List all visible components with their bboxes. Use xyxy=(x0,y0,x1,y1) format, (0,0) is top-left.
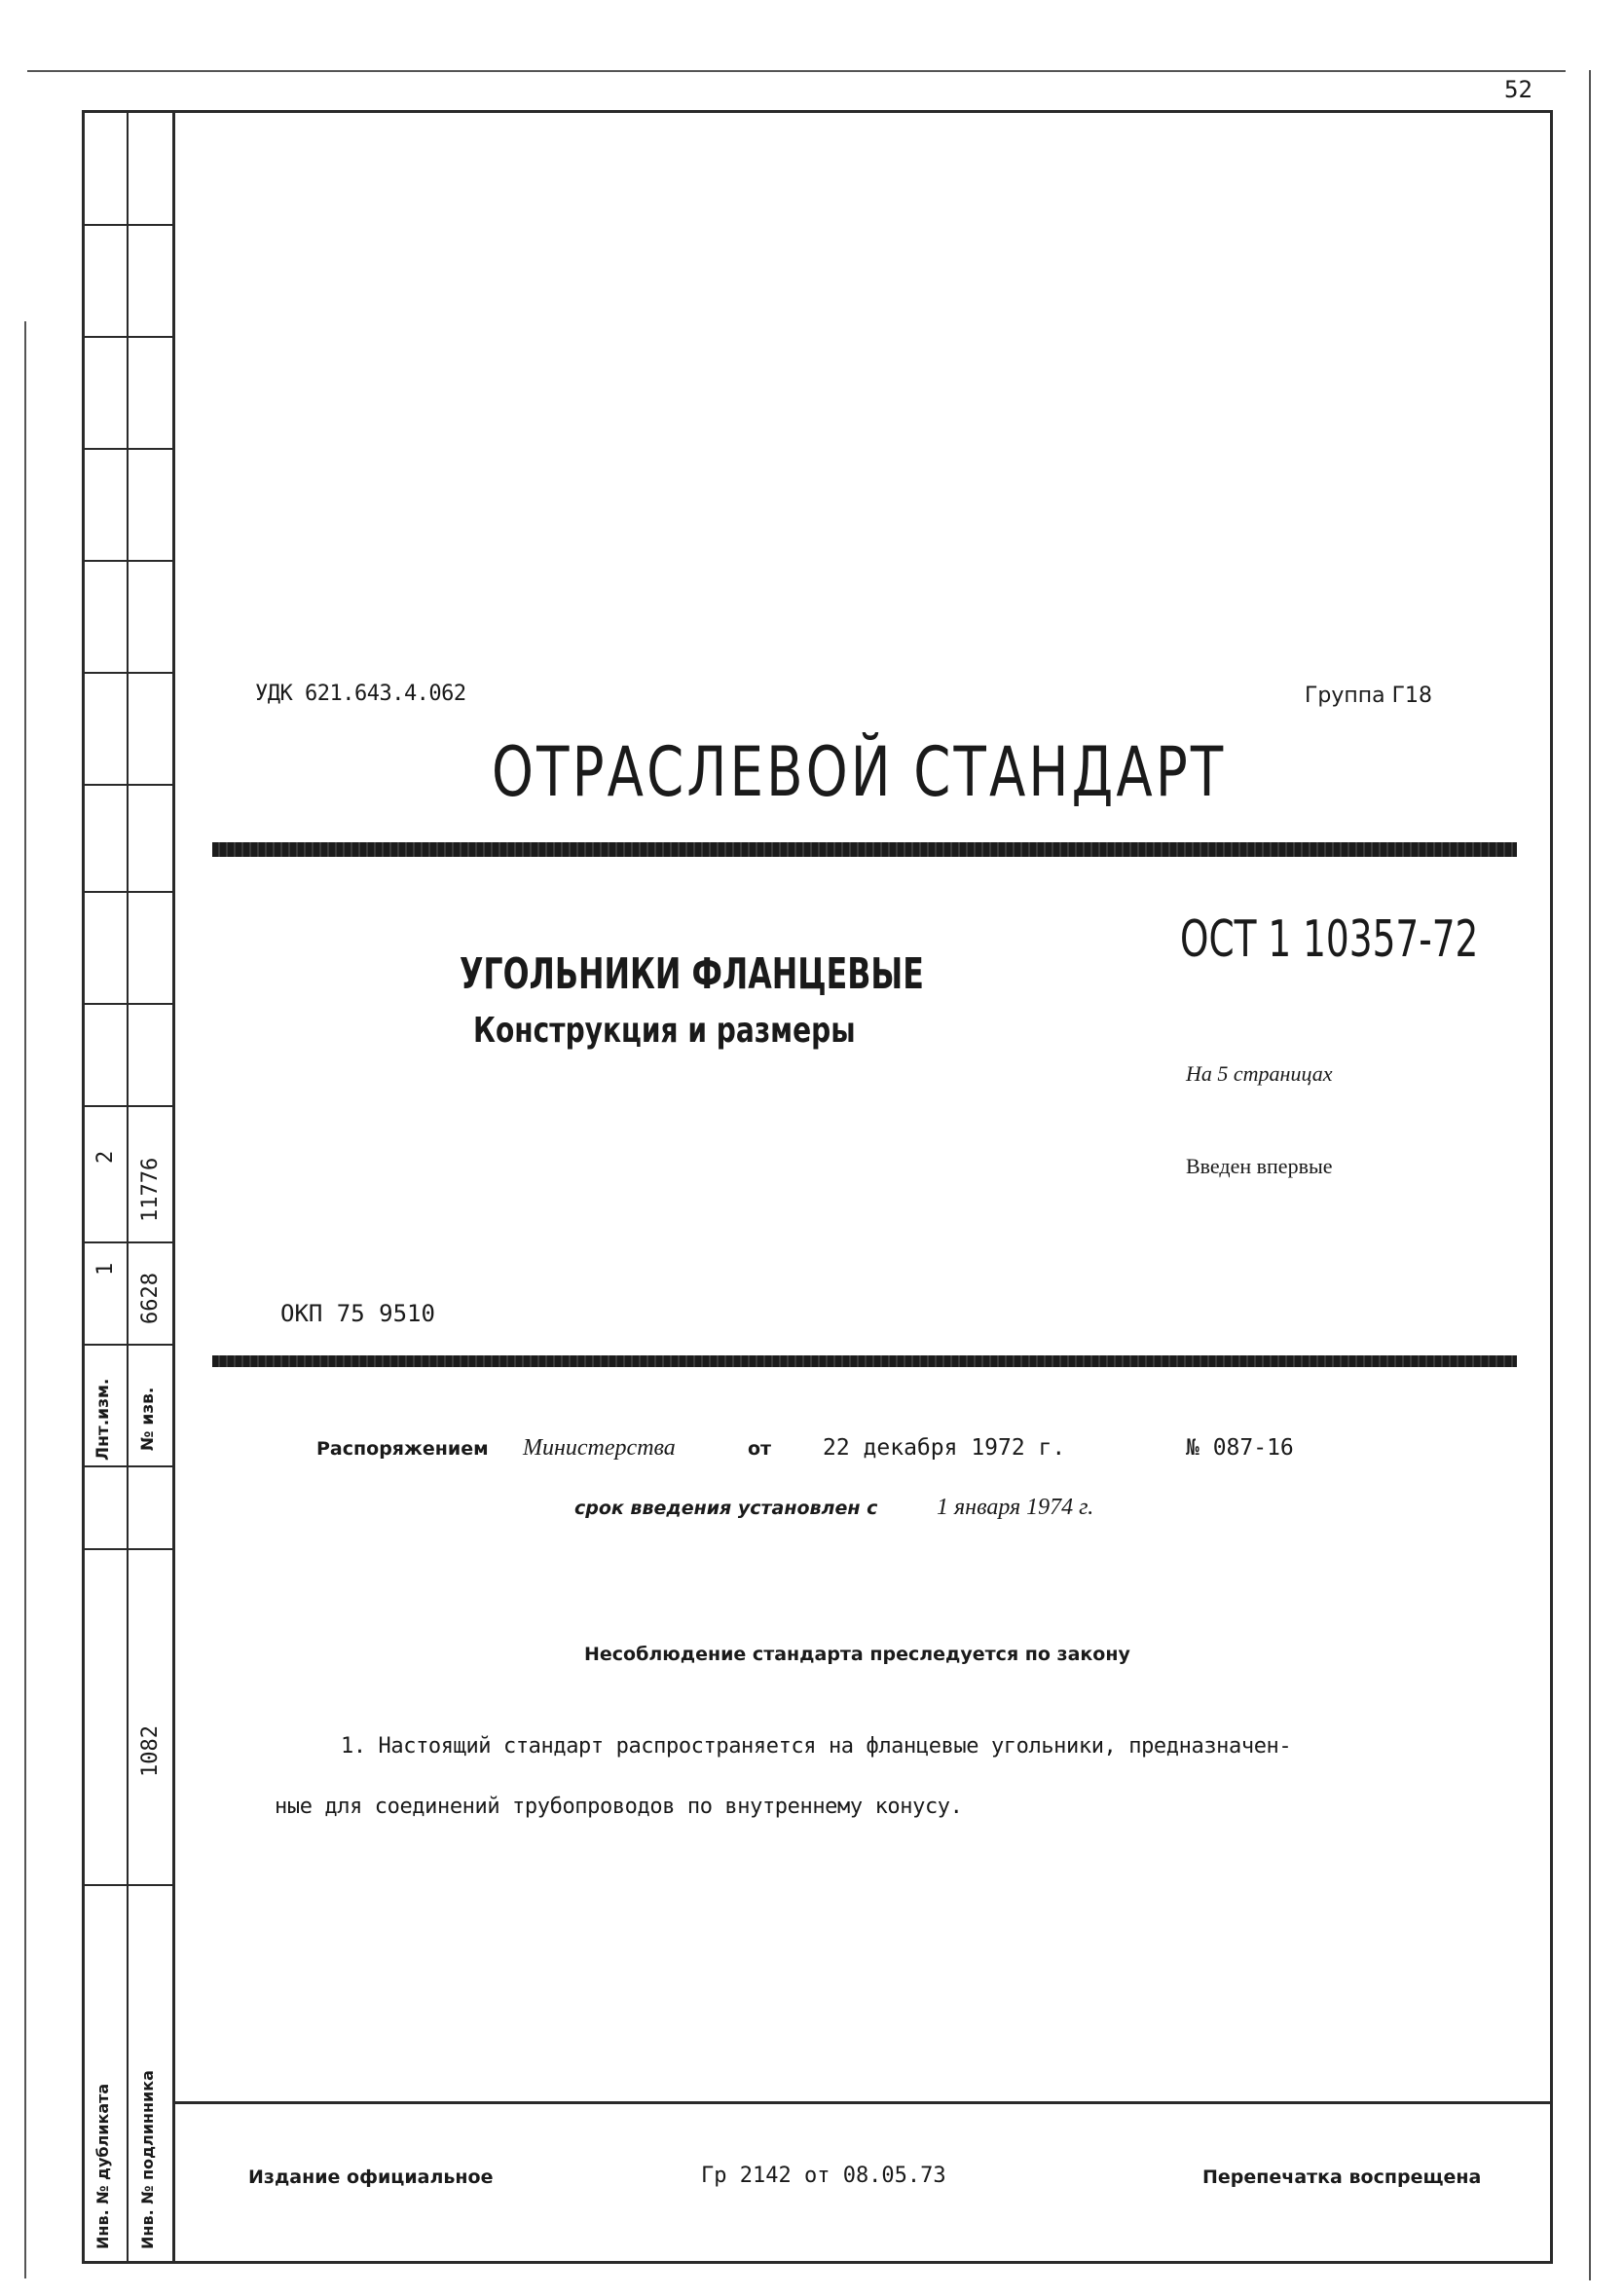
stamp-cell-line xyxy=(82,560,175,562)
left-edge-line xyxy=(24,321,26,2278)
order-label: Распоряжением xyxy=(316,1438,489,1460)
side-stamp-divider xyxy=(127,110,129,2264)
stamp-cell-line xyxy=(82,1344,175,1346)
stamp-cell-line xyxy=(82,1465,175,1467)
stamp-cell-line xyxy=(82,784,175,786)
footer-separator xyxy=(172,2101,1553,2104)
footer-reprint: Перепечатка воспрещена xyxy=(1202,2166,1482,2188)
stamp-cell-line xyxy=(82,891,175,893)
okp-code: ОКП 75 9510 xyxy=(280,1300,435,1327)
stamp-col1: 1 xyxy=(93,1262,118,1276)
effective-label: срок введения установлен с xyxy=(574,1498,878,1519)
stamp-cell-line xyxy=(82,672,175,674)
stamp-val2: 11776 xyxy=(138,1157,163,1222)
introduced-note: Введен впервые xyxy=(1186,1154,1333,1178)
stamp-cell-line xyxy=(82,224,175,226)
clause-1-line1: 1. Настоящий стандарт распространяется на фланцевые угольники, предназначен- xyxy=(341,1734,1292,1759)
product-subtitle: Конструкция и размеры xyxy=(473,1011,856,1051)
stamp-lit-izm: Лнт.изм. xyxy=(93,1378,113,1461)
title-separator-bar xyxy=(212,842,1517,857)
stamp-cell-line xyxy=(82,336,175,338)
stamp-cell-line xyxy=(82,1105,175,1107)
udk-line: УДК 621.643.4.062 xyxy=(255,682,466,706)
okp-separator-bar xyxy=(212,1355,1517,1367)
stamp-cell-line xyxy=(82,1003,175,1005)
page-number: 52 xyxy=(1504,76,1532,103)
top-edge-line xyxy=(27,70,1566,72)
main-frame xyxy=(172,110,1553,2264)
order-ministry: Министерства xyxy=(523,1435,676,1461)
order-date: 22 декабря 1972 г. xyxy=(823,1435,1066,1461)
main-title: ОТРАСЛЕВОЙ СТАНДАРТ xyxy=(492,732,1227,812)
order-from: от xyxy=(748,1438,772,1460)
stamp-cell-line xyxy=(82,1241,175,1243)
stamp-no-izv: № изв. xyxy=(138,1387,158,1451)
footer-gr: Гр 2142 от 08.05.73 xyxy=(701,2164,946,2188)
clause-1-line2: ные для соединений трубопроводов по внутреннему конусу. xyxy=(275,1795,963,1819)
stamp-cell-line xyxy=(82,1884,175,1886)
pages-note: На 5 страницах xyxy=(1186,1061,1333,1086)
group-code: Группа Г18 xyxy=(1305,684,1433,708)
stamp-cell-line xyxy=(82,1548,175,1550)
effective-date: 1 января 1974 г. xyxy=(937,1495,1094,1520)
stamp-col2: 2 xyxy=(93,1150,118,1164)
stamp-cell-line xyxy=(82,448,175,450)
stamp-dup-label: Инв. № дубликата xyxy=(93,2083,112,2249)
product-title: УГОЛЬНИКИ ФЛАНЦЕВЫЕ xyxy=(460,949,924,999)
law-notice: Несоблюдение стандарта преследуется по закону xyxy=(584,1644,1130,1665)
stamp-val1: 6628 xyxy=(138,1273,163,1324)
order-number: № 087-16 xyxy=(1186,1435,1294,1461)
footer-edition: Издание официальное xyxy=(248,2166,494,2188)
right-edge-line xyxy=(1589,70,1591,2280)
standard-number: ОСТ 1 10357-72 xyxy=(1180,910,1479,969)
stamp-orig-label: Инв. № подлинника xyxy=(138,2070,157,2249)
stamp-orig-value: 1082 xyxy=(138,1725,163,1777)
